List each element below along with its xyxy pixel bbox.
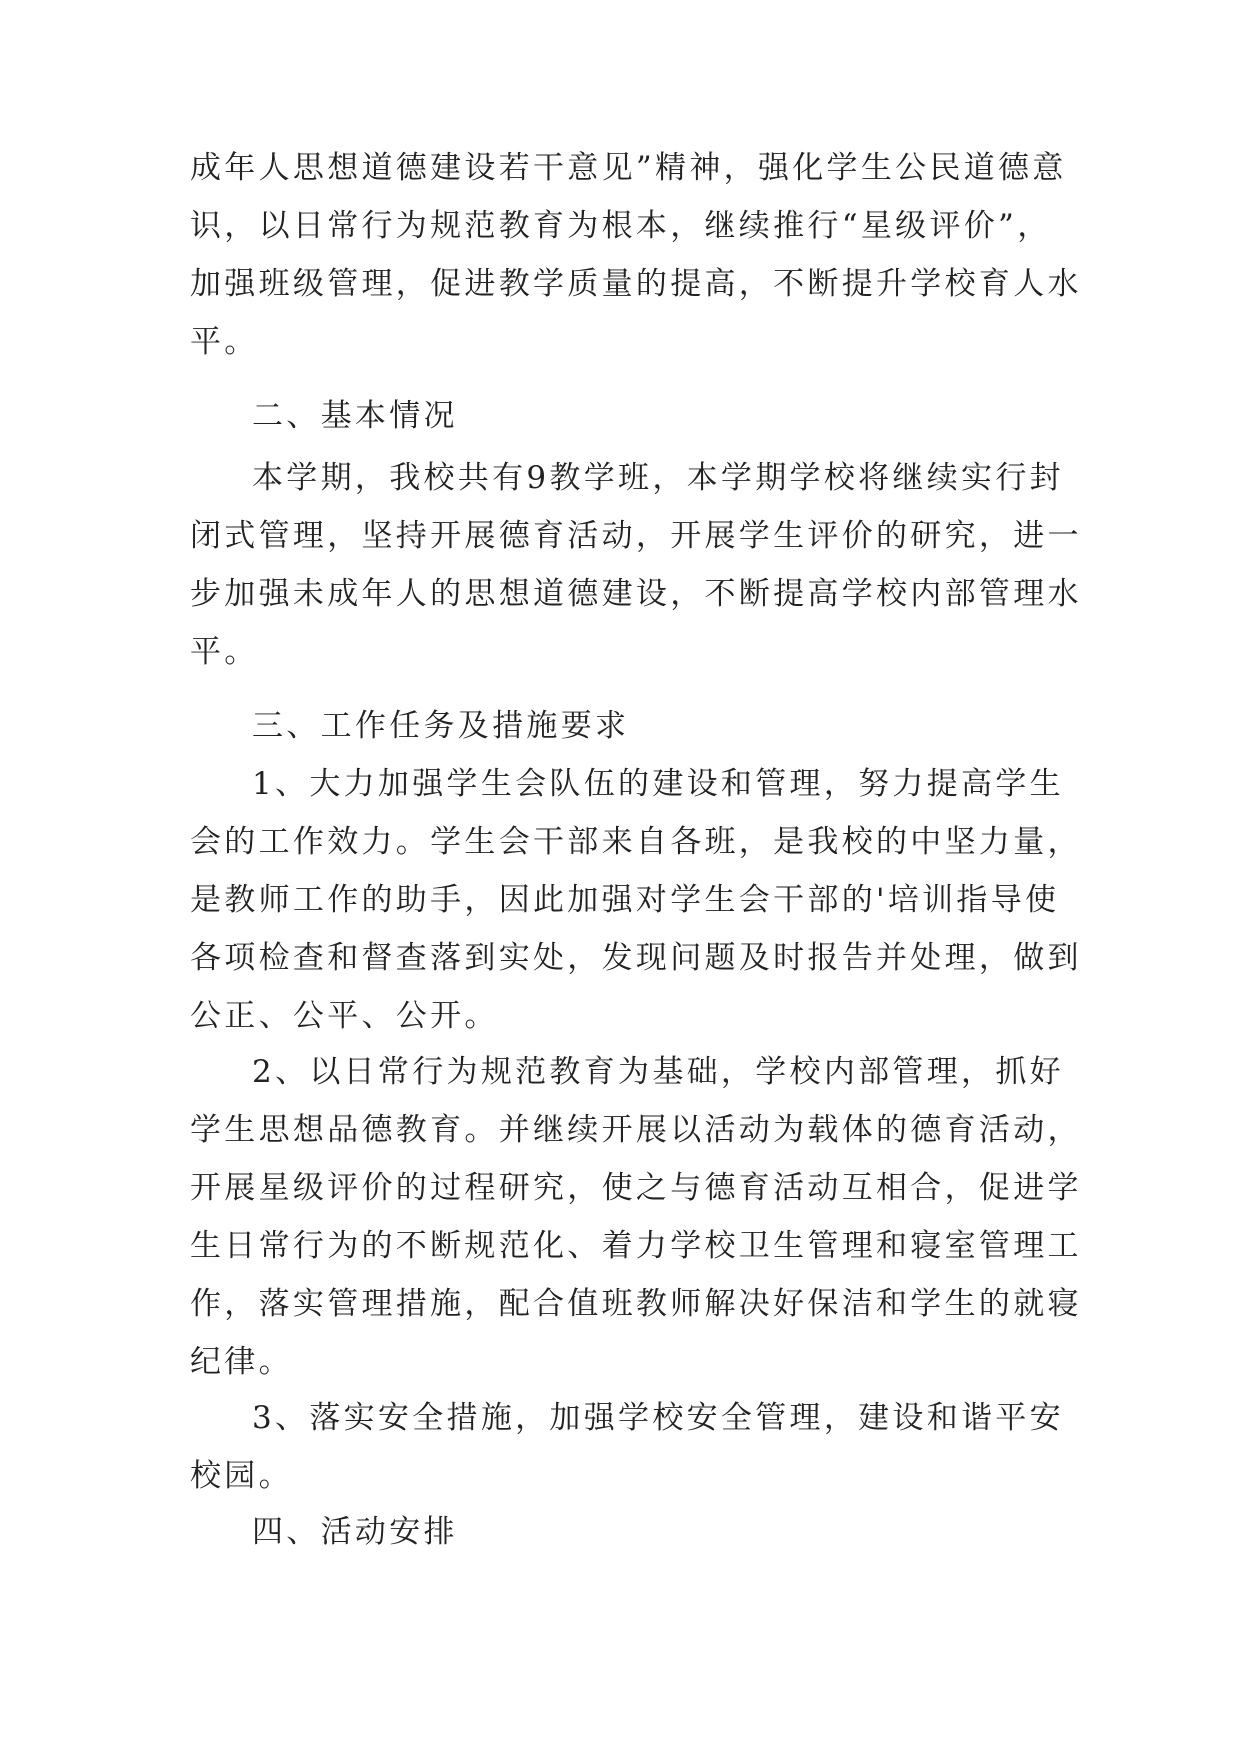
paragraph-line: 学生思想品德教育。并继续开展以活动为载体的德育活动， <box>190 1112 1082 1148</box>
paragraph-line: 1、大力加强学生会队伍的建设和管理，努力提高学生 <box>252 766 1064 802</box>
paragraph-line: 是教师工作的助手，因此加强对学生会干部的'培训指导使 <box>190 882 1060 918</box>
paragraph-line: 平。 <box>190 324 259 360</box>
paragraph-line: 闭式管理，坚持开展德育活动，开展学生评价的研究，进一 <box>190 518 1082 554</box>
paragraph-line: 开展星级评价的过程研究，使之与德育活动互相合，促进学 <box>190 1170 1082 1206</box>
paragraph-line: 识，以日常行为规范教育为根本，继续推行“星级评价”， <box>190 208 1052 244</box>
paragraph-line: 2、以日常行为规范教育为基础，学校内部管理，抓好 <box>252 1054 1064 1090</box>
paragraph-line: 校园。 <box>190 1458 293 1494</box>
paragraph-line: 公正、公平、公开。 <box>190 998 499 1034</box>
section-heading: 三、工作任务及措施要求 <box>252 708 630 744</box>
paragraph-line: 作，落实管理措施，配合值班教师解决好保洁和学生的就寝 <box>190 1286 1082 1322</box>
paragraph-line: 会的工作效力。学生会干部来自各班，是我校的中坚力量， <box>190 824 1082 860</box>
paragraph-line: 步加强未成年人的思想道德建设，不断提高学校内部管理水 <box>190 576 1082 612</box>
paragraph-line: 3、落实安全措施，加强学校安全管理，建设和谐平安 <box>252 1400 1064 1436</box>
section-heading: 二、基本情况 <box>252 398 458 434</box>
paragraph-line: 纪律。 <box>190 1344 293 1380</box>
paragraph-line: 平。 <box>190 634 259 670</box>
paragraph-line: 本学期，我校共有9教学班，本学期学校将继续实行封 <box>252 460 1064 496</box>
section-heading: 四、活动安排 <box>252 1514 458 1550</box>
paragraph-line: 生日常行为的不断规范化、着力学校卫生管理和寝室管理工 <box>190 1228 1082 1264</box>
paragraph-line: 成年人思想道德建设若干意见”精神，强化学生公民道德意 <box>190 150 1067 186</box>
paragraph-line: 加强班级管理，促进教学质量的提高，不断提升学校育人水 <box>190 266 1082 302</box>
paragraph-line: 各项检查和督查落到实处，发现问题及时报告并处理，做到 <box>190 940 1082 976</box>
